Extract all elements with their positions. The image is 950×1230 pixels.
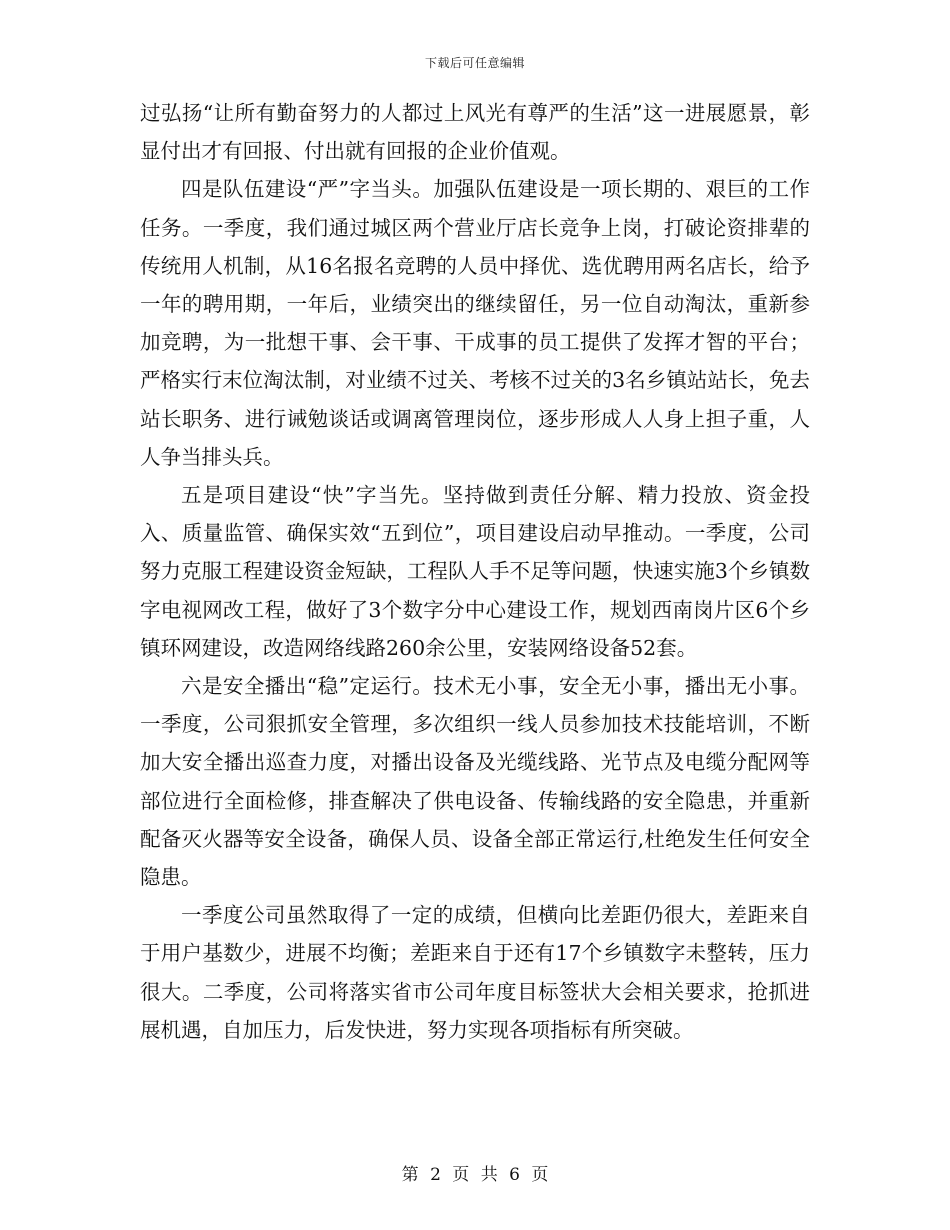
paragraph-5: 一季度公司虽然取得了一定的成绩，但横向比差距仍很大，差距来自于用户基数少，进展不均衡；差距来自于还有17个乡镇数字未整转，压力很大。二季度，公司将落实省市公司年度目标签状大会相关要求，抢抓进展机遇，自加压力，后发快进，努力实现各项指标有所突破。 xyxy=(140,903,810,1042)
paragraph-2: 四是队伍建设“严”字当头。加强队伍建设是一项长期的、艰巨的工作任务。一季度，我们通过城区两个营业厅店长竞争上岗，打破论资排辈的传统用人机制，从16名报名竞聘的人员中择优、选优聘用两名店长，给予一年的聘用期，一年后，业绩突出的继续留任，另一位自动淘汰，重新参加竞聘，为一批想干事、会干事、干成事的员工提供了发挥才智的平台；严格实行末位淘汰制，对业绩不过关、考核不过关的3名乡镇站站长，免去站长职务、进行诫勉谈话或调离管理岗位，逐步形成人人身上担子重，人人争当排头兵。 xyxy=(140,177,810,469)
page-header: 下载后可任意编辑 xyxy=(424,56,525,70)
paragraph-1: 过弘扬“让所有勤奋努力的人都过上风光有尊严的生活”这一进展愿景，彰显付出才有回报、付出就有回报的企业价值观。 xyxy=(140,101,810,164)
document-body xyxy=(140,94,810,1049)
paragraph-4: 六是安全播出“稳”定运行。技术无小事，安全无小事，播出无小事。一季度，公司狠抓安全管理，多次组织一线人员参加技术技能培训，不断加大安全播出巡查力度，对播出设备及光缆线路、光节点及电缆分配网等部位进行全面检修，排查解决了供电设备、传输线路的安全隐患，并重新配备灭火器等安全设备，确保人员、设备全部正常运行,杜绝发生任何安全隐患。 xyxy=(140,674,810,890)
paragraph-3: 五是项目建设“快”字当先。坚持做到责任分解、精力投放、资金投入、质量监管、确保实效“五到位”，项目建设启动早推动。一季度，公司努力克服工程建设资金短缺，工程队人手不足等问题，快速实施3个乡镇数字电视网改工程，做好了3个数字分中心建设工作，规划西南岗片区6个乡镇环网建设，改造网络线路260余公里，安装网络设备52套。 xyxy=(140,483,810,660)
page-footer: 第 2 页 共 6 页 xyxy=(401,1165,549,1185)
